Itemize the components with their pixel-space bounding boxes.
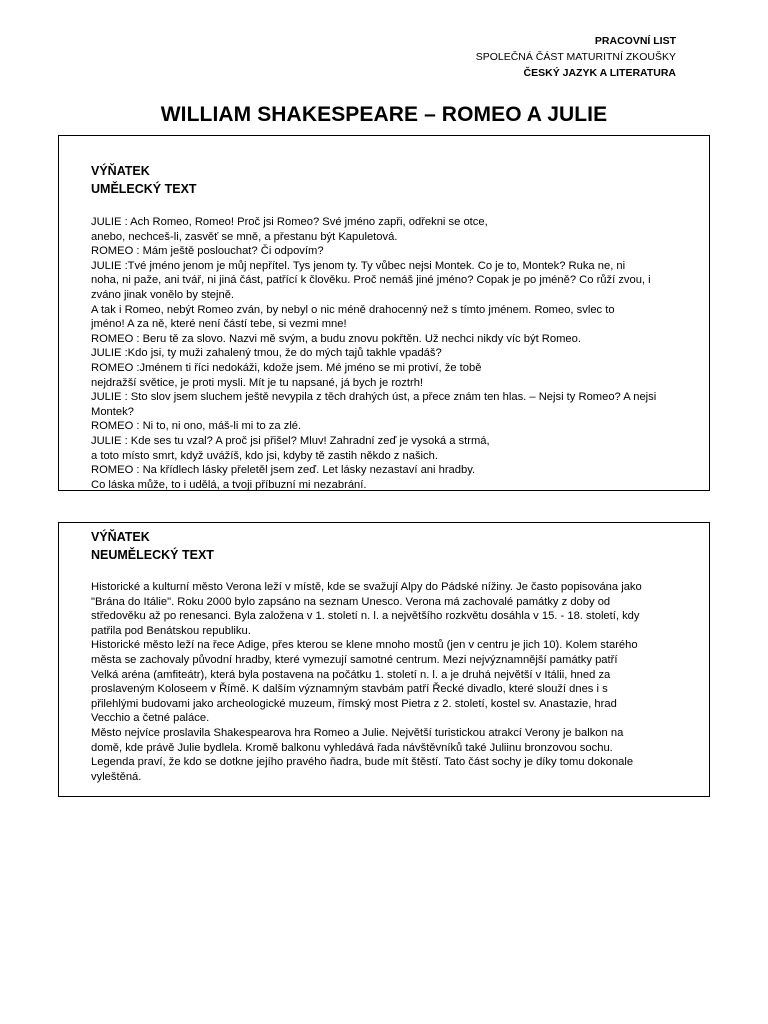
header-line-3: ČESKÝ JAZYK A LITERATURA: [523, 67, 676, 79]
text-line: Montek?: [91, 405, 134, 418]
worksheet-header: [476, 33, 676, 81]
text-line: noha, ni paže, ani tvář, ni jiná část, patřící k člověku. Proč nemáš jiné jméno? Copak je po jméně? Co růží zvou, i: [91, 274, 651, 287]
text-line: Velká aréna (amfiteátr), která byla postavena na počátku 1. století n. l. a je druhá největší v Itálii, hned za: [91, 668, 611, 681]
excerpt-artistic-heading: [91, 162, 197, 198]
text-line: Historické město leží na řece Adige, přes kterou se klene mnoho mostů (jen v centru je jich 10). Kolem starého: [91, 639, 638, 652]
text-line: anebo, nechceš-li, zasvěť se mně, a přestanu být Kapuletová.: [91, 230, 398, 243]
text-line: a toto místo smrt, když uvážíš, kdo jsi, kdyby tě zastih někdo z našich.: [91, 449, 438, 462]
text-line: ROMEO : Beru tě za slovo. Nazvi mě svým, a budu znovu pokřtěn. Už nechci nikdy víc být Romeo.: [91, 332, 581, 345]
text-line: JULIE :Tvé jméno jenom je můj nepřítel. Tys jenom ty. Ty vůbec nejsi Montek. Co je to, Montek? Ruka ne, ni: [91, 259, 626, 272]
text-line: města se zachovaly původní hradby, které vymezují samotné centrum. Mezi nejvýznamnější památky patří: [91, 653, 618, 666]
text-line: Co láska může, to i udělá, a tvoji příbuzní mi nezabrání.: [91, 478, 367, 491]
text-line: ROMEO : Ni to, ni ono, máš-li mi to za zlé.: [91, 420, 302, 433]
text-line: přilehlými budovami jako archeologické muzeum, římský most Pietra z 2. století, kostel sv. Anastazie, hrad: [91, 697, 617, 710]
text-line: nejdražší světice, je proti mysli. Mít je tu napsané, já bych je roztrh!: [91, 376, 424, 389]
text-line: středověku až po renesanci. Byla založena v 1. století n. l. a největšího rozkvětu dosáhla v 15. - 18. století, kdy: [91, 610, 640, 623]
excerpt-nonartistic-box: [58, 522, 710, 797]
page-title: WILLIAM SHAKESPEARE – ROMEO A JULIE: [160, 103, 608, 126]
text-line: ROMEO : Mám ještě poslouchat? Či odpovím?: [91, 245, 324, 258]
excerpt-nonartistic-text: [91, 580, 679, 784]
header-line-2: SPOLEČNÁ ČÁST MATURITNÍ ZKOUŠKY: [475, 51, 676, 63]
text-line: zváno jinak vonělo by stejně.: [91, 288, 235, 301]
text-line: vyleštěná.: [91, 770, 142, 783]
excerpt-artistic-box: [58, 135, 710, 491]
text-line: Vecchio a četné paláce.: [91, 712, 210, 725]
excerpt-nonartistic-heading: [91, 528, 214, 564]
text-line: A tak i Romeo, nebýt Romeo zván, by nebyl o nic méně drahocenný než s tímto jménem. Romeo, svlec to: [91, 303, 615, 316]
text-line: proslaveným Koloseem v Římě. K dalším významným stavbám patří Řecké divadlo, které slouží dnes i s: [91, 683, 608, 696]
text-line: Město nejvíce proslavila Shakespearova hra Romeo a Julie. Největší turistickou atrakcí Verony je balkon na: [91, 726, 624, 739]
text-line: patřila pod Benátskou republiku.: [91, 624, 251, 637]
excerpt-artistic-text: [91, 215, 679, 491]
text-line: JULIE :Kdo jsi, ty muži zahalený tmou, že do mých tajů takhle vpadáš?: [91, 347, 442, 360]
excerpt-label: VÝŇATEK: [91, 530, 150, 544]
excerpt-label: VÝŇATEK: [91, 164, 150, 178]
text-line: "Brána do Itálie". Roku 2000 bylo zapsáno na seznam Unesco. Verona má zachovalé památky z doby od: [91, 595, 611, 608]
text-line: ROMEO : Na křídlech lásky přeletěl jsem zeď. Let lásky nezastaví ani hradby.: [91, 464, 476, 477]
text-line: JULIE : Sto slov jsem sluchem ještě nevypila z těch drahých úst, a přece znám ten hlas. – Nejsi ty Romeo? A nejsi: [91, 391, 657, 404]
excerpt-type: NEUMĚLECKÝ TEXT: [91, 548, 214, 562]
text-line: Legenda praví, že kdo se dotkne jejího pravého ňadra, bude mít štěstí. Tato část sochy je díky tomu dokonale: [91, 756, 634, 769]
text-line: JULIE : Ach Romeo, Romeo! Proč jsi Romeo? Své jméno zapři, odřekni se otce,: [91, 216, 488, 228]
text-line: jméno! A za ně, které není částí tebe, si vezmi mne!: [91, 318, 347, 331]
text-line: Historické a kulturní město Verona leží v místě, kde se svažují Alpy do Pádské nížiny. Je často popisována jako: [91, 581, 642, 593]
excerpt-type: UMĚLECKÝ TEXT: [91, 182, 197, 196]
text-line: domě, kde právě Julie bydlela. Kromě balkonu vyhledává řada návštěvníků také Juliinu bronzovou sochu.: [91, 741, 613, 754]
text-line: ROMEO :Jménem ti říci nedokáži, kdože jsem. Mé jméno se mi protiví, že tobě: [91, 361, 482, 374]
header-line-1: PRACOVNÍ LIST: [594, 35, 676, 47]
text-line: JULIE : Kde ses tu vzal? A proč jsi přišel? Mluv! Zahradní zeď je vysoká a strmá,: [91, 434, 490, 447]
